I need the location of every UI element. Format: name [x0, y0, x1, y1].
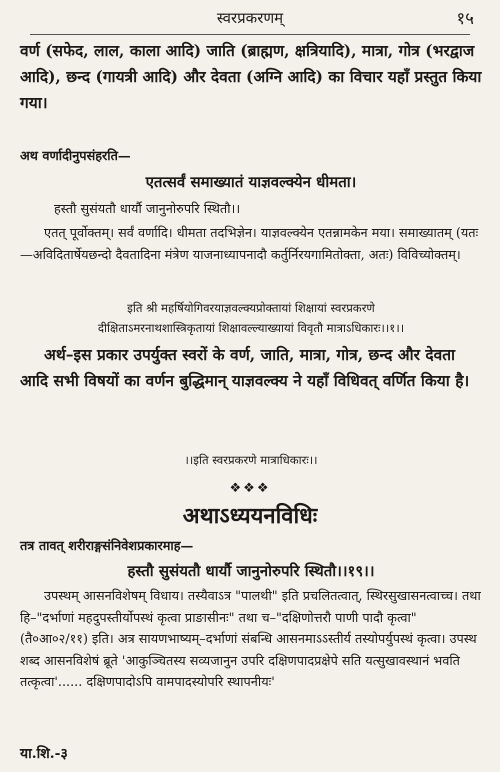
verse-line-1: एतत्सर्वं समाख्यातं याज्ञवल्क्येन धीमता। [145, 173, 357, 191]
verse-19: हस्तौ सुसंयतौ धार्यौ जानुनोरुपरि स्थितौ।।१९।। [127, 562, 375, 580]
hindi-paragraph-2: अर्थ–इस प्रकार उपर्युक्त स्वरों के वर्ण, जाति, मात्रा, गोत्र, छन्द और देवता आदि सभी विषयों का वर्णन बुद्धिमान् याज्ञवल्क्य ने यहाँ विधिवत् वर्णित किया है। [20, 345, 470, 390]
page-number: १५ [456, 9, 474, 29]
sub-heading-2: तत्र तावत् शरीराङ्गसंनिवेशप्रकारमाह— [20, 539, 194, 554]
footer-signature: या.शि.-३ [20, 746, 68, 762]
verse-line-2: हस्तौ सुसंयतौ धार्यौ जानुनोरुपरि स्थितौ।। [54, 202, 241, 217]
commentary-2: उपस्थम् आसनविशेषम् विधाय। तस्यैवाऽत्र "पालथी" इति प्रचलितत्वात्, स्थिरसुखासनत्वाच्च। तथा हि–"दर्भाणां महदुपस्तीर्योपस्थं कृत्वा प्राङासीनः" तथा च–"दक्षिणोत्तरौ पाणी पादौ कृत्वा" (तै०आ०२/११) इति। अत्र सायणभाष्यम्–दर्भाणां संबन्धि आसनमाऽऽस्तीर्य तस्योपर्युपस्थं कृत्वा। उपस्थ शब्द आसनविशेषं ब्रूते 'आकुञ्चितस्य सव्यजानुन उपरि दक्षिणपादप्रक्षेपे सति यत्सुखावस्थानं भवति तत्कृत्वा'...... दक्षिणपादोऽपि वामपादस्योपरि स्थापनीयः' [20, 589, 481, 690]
colophon-line-1: इति श्री महर्षियोगिवरयाज्ञवल्क्यप्रोक्तायां शिक्षायां स्वरप्रकरणे [127, 301, 375, 315]
sub-heading-1: अथ वर्णादीनुपसंहरति— [20, 149, 131, 164]
chapter-end-line: ।।इति स्वरप्रकरणे मात्राधिकारः।। [184, 453, 318, 467]
section-heading: अथाऽध्ययनविधिः [182, 503, 318, 529]
header-rule [30, 34, 470, 35]
colophon-line-2: दीक्षिताऽमरनाथशास्त्रिकृतायां शिक्षावल्ल्याख्यायां विवृतौ मात्राऽधिकारः।।१।। [97, 321, 405, 335]
ornament-stars: ❖❖❖ [229, 481, 271, 496]
commentary-1: एतत् पूर्वोक्तम्। सर्वं वर्णादि। धीमता तदभिज्ञेन। याज्ञवल्क्येन एतन्नामकेन मया। समाख्यातम् (यतः—अविदितार्षेयछन्दो दैवतादिना मंत्रेण याजनाध्यापनादौ कर्तुर्निरयगामितोक्ता, अतः) विविच्योक्तम्। [20, 226, 479, 263]
hindi-paragraph-1: वर्ण (सफेद, लाल, काला आदि) जाति (ब्राह्मण, क्षत्रियादि), मात्रा, गोत्र (भरद्वाज आदि), छन्द (गायत्री आदि) और देवता (अग्नि आदि) का विचार यहाँ प्रस्तुत किया गया। [20, 41, 482, 112]
page-header [0, 6, 500, 30]
running-title: स्वरप्रकरणम् [216, 9, 284, 27]
